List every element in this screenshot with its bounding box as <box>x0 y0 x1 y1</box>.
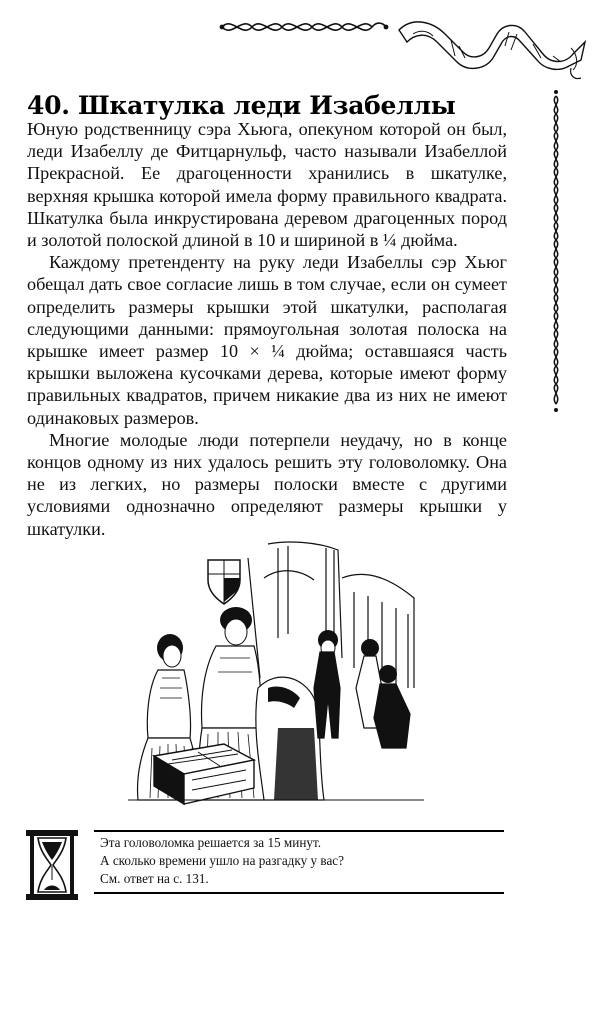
side-chain-border-icon <box>548 86 564 416</box>
paragraph-1: Юную родственницу сэра Хьюга, опекуном которой он был, леди Изабеллу де Фитцарнульф, часто называли Изабеллой Прекрасной. Ее драгоценности хранились в шкатулке, верхняя крышка которой имела форму правильного квадрата. Шкатулка была инкрустирована деревом драгоценных пород и золотой полоской длиной в 10 и шириной в ¼ дюйма. <box>27 119 507 251</box>
medieval-scene-illustration <box>128 538 424 806</box>
top-scroll-ornament-icon <box>218 12 390 42</box>
page-title: 40. Шкатулка леди Изабеллы <box>27 90 456 120</box>
footer-line-1: Эта головоломка решается за 15 минут. <box>100 835 322 850</box>
paragraph-3: Многие молодые люди потерпели неудачу, но в конце концов одному из них удалось решить эту головоломку. Она не из легких, но размеры полоски вместе с другими условиями однозначно определяют размеры крышки у шкатулки. <box>27 429 507 539</box>
footer-rule-top <box>94 830 504 832</box>
ribbon-banner-icon <box>393 8 591 88</box>
paragraph-2: Каждому претенденту на руку леди Изабеллы сэр Хьюг обещал дать свое согласие лишь в том случае, если он сумеет определить размеры крышки этой шкатулки, располагая следующими данными: прямоугольная золотая полоска на крышке имеет размер 10 × ¼ дюйма; оставшаяся часть крышки выложена кусочками дерева, которые имеют форму правильных квадратов, причем никакие два из них не имеют одинаковых размеров. <box>27 252 507 428</box>
footer-note <box>100 834 500 888</box>
problem-text <box>27 118 507 540</box>
footer-line-3: См. ответ на с. 131. <box>100 871 209 886</box>
footer-line-2: А сколько времени ушло на разгадку у вас? <box>100 853 345 868</box>
hourglass-icon <box>24 828 80 902</box>
footer-rule-bottom <box>94 892 504 894</box>
puzzle-timer-note <box>24 820 504 900</box>
